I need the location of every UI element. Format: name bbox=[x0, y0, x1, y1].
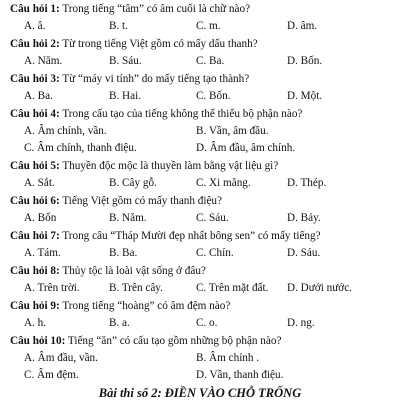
question-7-option-a: A. Tám. bbox=[24, 247, 61, 259]
question-3-option-d: D. Một. bbox=[287, 90, 323, 102]
question-number: Câu hỏi 4: bbox=[10, 108, 60, 120]
question-text: Tiếng Việt gồm có mấy thanh điệu? bbox=[59, 195, 222, 207]
question-2-option-a: A. Năm. bbox=[24, 55, 63, 67]
question-6-option-d: D. Bảy. bbox=[287, 212, 321, 224]
question-2-option-d: D. Bốn. bbox=[287, 55, 323, 67]
question-2-option-c: C. Ba. bbox=[196, 55, 225, 67]
question-1-option-a: A. â. bbox=[24, 20, 46, 32]
question-8-option-c: C. Trên mặt đất. bbox=[196, 282, 269, 294]
question-4-option-a: A. Âm chính, vần. bbox=[24, 125, 107, 137]
question-1 bbox=[10, 3, 250, 16]
question-text: Thủy tộc là loài vật sống ở đâu? bbox=[59, 265, 206, 277]
question-8 bbox=[10, 265, 206, 278]
question-9-option-a: A. h. bbox=[24, 317, 47, 329]
question-5-option-c: C. Xi măng. bbox=[196, 177, 251, 189]
question-10 bbox=[10, 335, 281, 348]
question-3-option-c: C. Bốn. bbox=[196, 90, 231, 102]
question-text: Từ “máy vi tính” do mấy tiếng tạo thành? bbox=[59, 73, 250, 85]
question-7 bbox=[10, 230, 321, 243]
question-6-option-b: B. Năm. bbox=[109, 212, 147, 224]
question-number: Câu hỏi 9: bbox=[10, 300, 60, 312]
question-4-option-c: C. Âm chính, thanh điệu. bbox=[24, 142, 137, 154]
question-9-option-d: D. ng. bbox=[287, 317, 315, 329]
question-text: Thuyền độc mộc là thuyền làm bằng vật liệu gì? bbox=[59, 160, 279, 172]
question-10-option-c: C. Âm đệm. bbox=[24, 369, 79, 381]
question-6 bbox=[10, 195, 222, 208]
question-10-option-d: D. Vần, thanh điệu. bbox=[196, 369, 284, 381]
question-text: Từ trong tiếng Việt gồm có mấy dấu thanh? bbox=[59, 38, 258, 50]
question-4-option-b: B. Vần, âm đầu. bbox=[196, 125, 269, 137]
section-title: Bài thi số 2: ĐIỀN VÀO CHỖ TRỐNG bbox=[98, 386, 302, 400]
question-9 bbox=[10, 300, 230, 313]
question-number: Câu hỏi 8: bbox=[10, 265, 60, 277]
question-4-option-d: D. Âm đầu, âm chính. bbox=[196, 142, 296, 154]
question-number: Câu hỏi 1: bbox=[10, 3, 60, 15]
question-text: Trong tiếng “tâm” có âm cuối là chữ nào? bbox=[59, 3, 251, 15]
question-1-option-d: D. âm. bbox=[287, 20, 318, 32]
question-text: Trong cấu tạo của tiếng không thể thiếu bộ phận nào? bbox=[59, 108, 303, 120]
question-3-option-a: A. Ba. bbox=[24, 90, 53, 102]
question-5 bbox=[10, 160, 278, 173]
question-3-option-b: B. Hai. bbox=[109, 90, 142, 102]
question-number: Câu hỏi 5: bbox=[10, 160, 60, 172]
question-5-option-d: D. Thép. bbox=[287, 177, 327, 189]
question-8-option-a: A. Trên trời. bbox=[24, 282, 80, 294]
question-1-option-c: C. m. bbox=[196, 20, 221, 32]
question-7-option-b: B. Ba. bbox=[109, 247, 138, 259]
question-7-option-d: D. Sáu. bbox=[287, 247, 321, 259]
question-text: Trong tiếng “hoàng” có âm đệm nào? bbox=[59, 300, 231, 312]
question-8-option-b: B. Trên cây. bbox=[109, 282, 163, 294]
question-8-option-d: D. Dưới nước. bbox=[287, 282, 352, 294]
question-number: Câu hỏi 7: bbox=[10, 230, 60, 242]
question-7-option-c: C. Chín. bbox=[196, 247, 234, 259]
question-5-option-a: A. Sắt. bbox=[24, 177, 55, 189]
question-5-option-b: B. Cây gỗ. bbox=[109, 177, 157, 189]
question-text: Trong câu “Tháp Mười đẹp nhất bông sen” có mấy tiếng? bbox=[59, 230, 321, 242]
question-number: Câu hỏi 10: bbox=[10, 335, 66, 347]
question-2 bbox=[10, 38, 258, 51]
question-1-option-b: B. t. bbox=[109, 20, 128, 32]
question-2-option-b: B. Sáu. bbox=[109, 55, 142, 67]
question-9-option-b: B. a. bbox=[109, 317, 130, 329]
question-4 bbox=[10, 108, 302, 121]
question-10-option-a: A. Âm đầu, vần. bbox=[24, 352, 98, 364]
question-number: Câu hỏi 2: bbox=[10, 38, 60, 50]
question-number: Câu hỏi 3: bbox=[10, 73, 60, 85]
question-3 bbox=[10, 73, 249, 86]
question-10-option-b: B. Âm chính . bbox=[196, 352, 260, 364]
question-6-option-a: A. Bốn bbox=[24, 212, 57, 224]
question-9-option-c: C. o. bbox=[196, 317, 218, 329]
question-6-option-c: C. Sáu. bbox=[196, 212, 229, 224]
question-text: Tiếng “ăn” có cấu tạo gồm những bộ phận nào? bbox=[65, 335, 282, 347]
question-number: Câu hỏi 6: bbox=[10, 195, 60, 207]
